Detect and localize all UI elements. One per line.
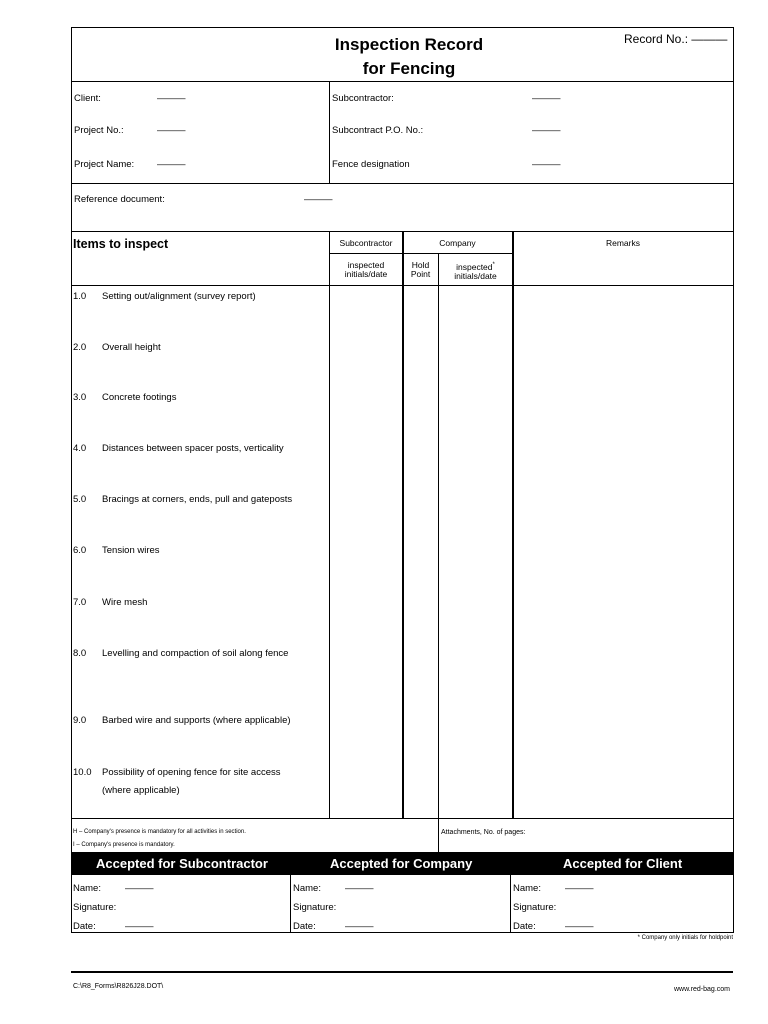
comp-signature-label: Signature:	[293, 902, 337, 913]
header-subrow-line	[329, 253, 512, 254]
client-date-label: Date:	[513, 921, 536, 932]
item-text: Barbed wire and supports (where applicable)	[102, 715, 291, 726]
col-hold-right	[438, 253, 439, 818]
record-no-value[interactable]: ———	[691, 32, 728, 46]
item-text: Tension wires	[102, 545, 160, 556]
item-number: 3.0	[73, 392, 87, 403]
header-divider	[71, 81, 733, 82]
client-label: Client:	[74, 93, 101, 104]
fence-designation-label: Fence designation	[332, 159, 410, 170]
project-no-label: Project No.:	[74, 125, 124, 136]
items-heading: Items to inspect	[73, 237, 169, 251]
project-no-field[interactable]: ———	[157, 125, 186, 136]
frame-top	[71, 27, 733, 28]
sub-inspected-line1: inspected	[347, 260, 385, 270]
item-number: 9.0	[73, 715, 87, 726]
item-text: Wire mesh	[102, 597, 148, 608]
subcontract-po-field[interactable]: ———	[532, 125, 561, 136]
table-row	[73, 443, 328, 454]
attachments-label[interactable]: Attachments, No. of pages:	[441, 829, 526, 836]
sub-date-field[interactable]: ———	[125, 921, 154, 932]
file-path: C:\R8_Forms\R826J28.DOT\	[73, 983, 164, 990]
sig-bottom	[71, 932, 733, 933]
website-link[interactable]: www.red-bag.com	[673, 986, 730, 993]
record-no	[624, 32, 727, 46]
holdpoint-note: * Company only initials for holdpoint	[637, 935, 733, 941]
comp-inspected-line2: initials/date	[454, 270, 497, 281]
client-field[interactable]: ———	[157, 93, 186, 104]
item-text-continuation: (where applicable)	[102, 785, 180, 796]
col-sub-left	[329, 231, 330, 818]
client-name-field[interactable]: ———	[565, 883, 594, 894]
form-title-line1: Inspection Record	[334, 35, 484, 54]
item-number: 2.0	[73, 342, 87, 353]
table-row	[73, 767, 328, 796]
table-row	[73, 597, 328, 608]
client-date-field[interactable]: ———	[565, 921, 594, 932]
accepted-client-heading: Accepted for Client	[563, 856, 683, 871]
table-row	[73, 648, 328, 659]
sub-signature-label: Signature:	[73, 902, 117, 913]
form-title-line2: for Fencing	[362, 59, 456, 78]
item-number: 8.0	[73, 648, 87, 659]
sub-name-field[interactable]: ———	[125, 883, 154, 894]
item-number: 10.0	[73, 767, 92, 778]
comp-name-label: Name:	[293, 883, 321, 894]
subcontractor-header: Subcontractor	[339, 238, 393, 248]
item-text: Bracings at corners, ends, pull and gateposts	[102, 494, 293, 505]
subcontractor-label: Subcontractor:	[332, 93, 394, 104]
comp-name-field[interactable]: ———	[345, 883, 374, 894]
hold-point-line2: Point	[410, 269, 431, 279]
client-name-label: Name:	[513, 883, 541, 894]
table-row	[73, 342, 328, 353]
table-row	[73, 291, 328, 302]
holdpoint-asterisk: *	[492, 262, 495, 268]
info-divider	[71, 183, 733, 184]
sig-divider-1	[290, 875, 291, 933]
comp-date-label: Date:	[293, 921, 316, 932]
comp-inspected-header	[439, 261, 512, 281]
comp-date-field[interactable]: ———	[345, 921, 374, 932]
record-no-label: Record No.:	[624, 32, 689, 46]
acceptance-bar	[71, 852, 733, 875]
remarks-header: Remarks	[605, 238, 640, 248]
project-name-label: Project Name:	[74, 159, 135, 170]
table-bottom	[71, 818, 733, 819]
table-row	[73, 494, 328, 505]
col-remarks-left	[512, 231, 514, 818]
sub-inspected-line2: initials/date	[344, 269, 388, 279]
accepted-company-heading: Accepted for Company	[330, 856, 473, 871]
item-number: 4.0	[73, 443, 87, 454]
client-signature-label: Signature:	[513, 902, 557, 913]
item-text: Concrete footings	[102, 392, 177, 403]
table-row	[73, 392, 328, 403]
item-number: 1.0	[73, 291, 87, 302]
fence-designation-field[interactable]: ———	[532, 159, 561, 170]
sub-inspected-header	[330, 261, 402, 279]
sub-date-label: Date:	[73, 921, 96, 932]
reference-document-label: Reference document:	[74, 194, 165, 205]
info-column-divider	[329, 81, 330, 183]
item-number: 5.0	[73, 494, 87, 505]
reference-document-field[interactable]: ———	[304, 194, 333, 205]
accepted-subcontractor-heading: Accepted for Subcontractor	[96, 856, 268, 871]
frame-left	[71, 27, 72, 933]
subcontract-po-label: Subcontract P.O. No.:	[332, 125, 424, 136]
i-note: I – Company's presence is mandatory.	[73, 842, 175, 848]
attachments-divider	[438, 818, 439, 852]
subcontractor-field[interactable]: ———	[532, 93, 561, 104]
item-text: Setting out/alignment (survey report)	[102, 291, 256, 302]
item-text: Distances between spacer posts, verticality	[102, 443, 284, 454]
col-hold-left	[402, 231, 404, 818]
item-text: Levelling and compaction of soil along fence	[102, 648, 289, 659]
item-number: 7.0	[73, 597, 87, 608]
sig-divider-2	[510, 875, 511, 933]
project-name-field[interactable]: ———	[157, 159, 186, 170]
hold-point-header	[403, 261, 438, 279]
table-row	[73, 715, 328, 726]
sub-name-label: Name:	[73, 883, 101, 894]
item-text: Possibility of opening fence for site access	[102, 767, 281, 778]
frame-right	[733, 27, 734, 933]
h-note: H – Company's presence is mandatory for all activities in section.	[73, 829, 246, 835]
comp-inspected-line1: inspected*	[456, 261, 495, 272]
table-header-bottom	[71, 285, 733, 286]
item-number: 6.0	[73, 545, 87, 556]
table-row	[73, 545, 328, 556]
footer-rule	[71, 971, 733, 973]
hold-point-line1: Hold	[411, 260, 430, 270]
company-header: Company	[439, 238, 476, 248]
item-text: Overall height	[102, 342, 161, 353]
